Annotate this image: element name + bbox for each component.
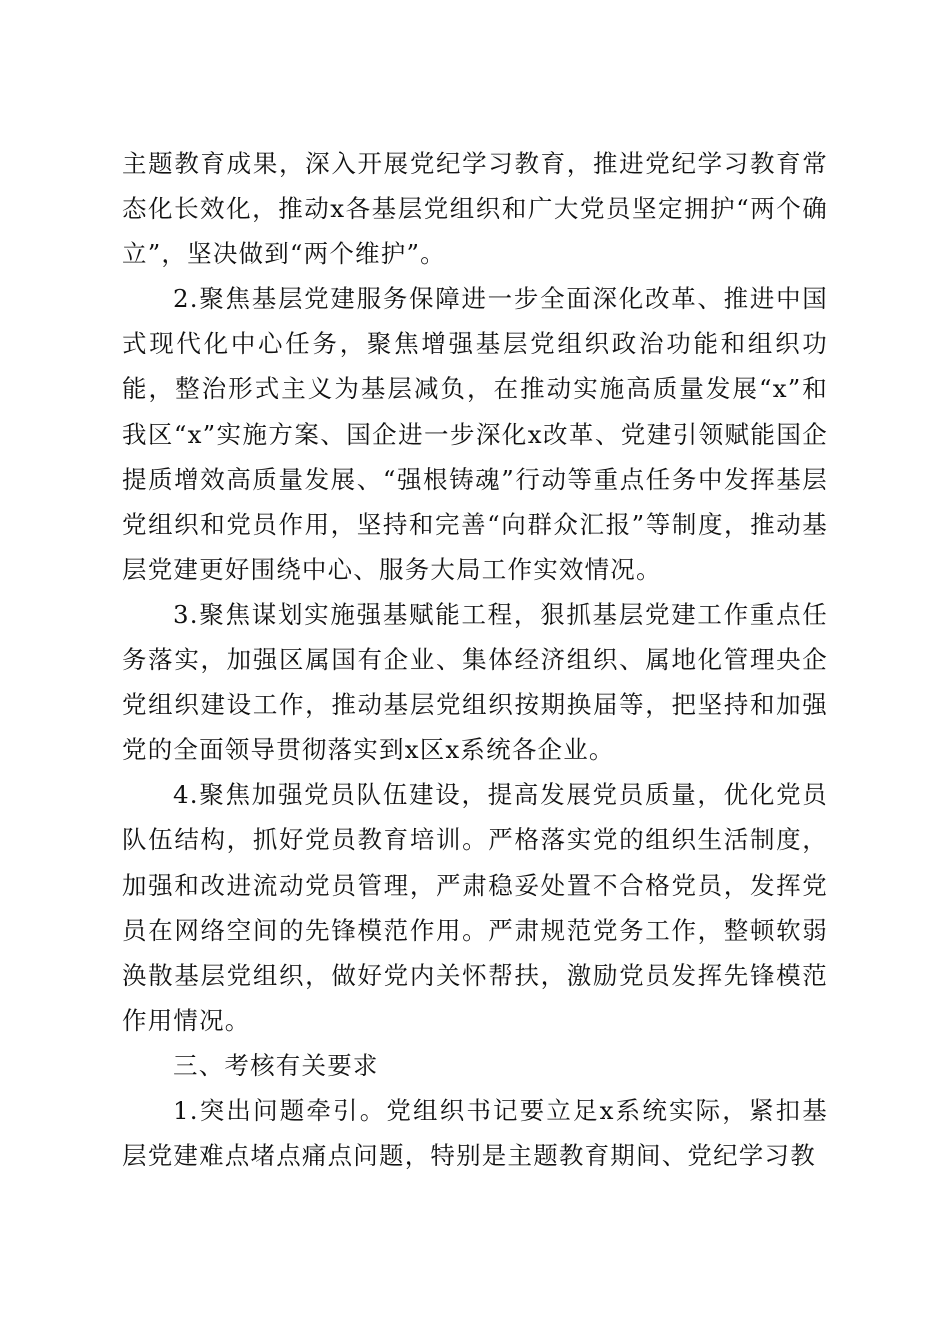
paragraph-item-3: 3.聚焦谋划实施强基赋能工程，狠抓基层党建工作重点任务落实，加强区属国有企业、集体经济组织、属地化管理央企党组织建设工作，推动基层党组织按期换届等，把坚持和加强党的全面领导贯彻落实到x区x系统各企业。 <box>122 599 828 765</box>
paragraph-item-4: 4.聚焦加强党员队伍建设，提高发展党员质量，优化党员队伍结构，抓好党员教育培训。严格落实党的组织生活制度，加强和改进流动党员管理，严肃稳妥处置不合格党员，发挥党员在网络空间的先锋模范作用。严肃规范党务工作，整顿软弱涣散基层党组织，做好党内关怀帮扶，激励党员发挥先锋模范作用情况。 <box>122 780 828 1035</box>
section-heading: 三、考核有关要求 <box>173 1050 379 1080</box>
paragraph-continuation: 主题教育成果，深入开展党纪学习教育，推进党纪学习教育常态化长效化，推动x各基层党组织和广大党员坚定拥护“两个确立”，坚决做到“两个维护”。 <box>122 149 828 269</box>
document-body <box>122 141 828 1178</box>
paragraph-item-2: 2.聚焦基层党建服务保障进一步全面深化改革、推进中国式现代化中心任务，聚焦增强基层党组织政治功能和组织功能，整治形式主义为基层减负，在推动实施高质量发展“x”和我区“x”实施方案、国企进一步深化x改革、党建引领赋能国企提质增效高质量发展、“强根铸魂”行动等重点任务中发挥基层党组织和党员作用，坚持和完善“向群众汇报”等制度，推动基层党建更好围绕中心、服务大局工作实效情况。 <box>122 284 828 584</box>
paragraph-requirement-1: 1.突出问题牵引。党组织书记要立足x系统实际，紧扣基层党建难点堵点痛点问题，特别是主题教育期间、党纪学习教 <box>122 1095 828 1171</box>
